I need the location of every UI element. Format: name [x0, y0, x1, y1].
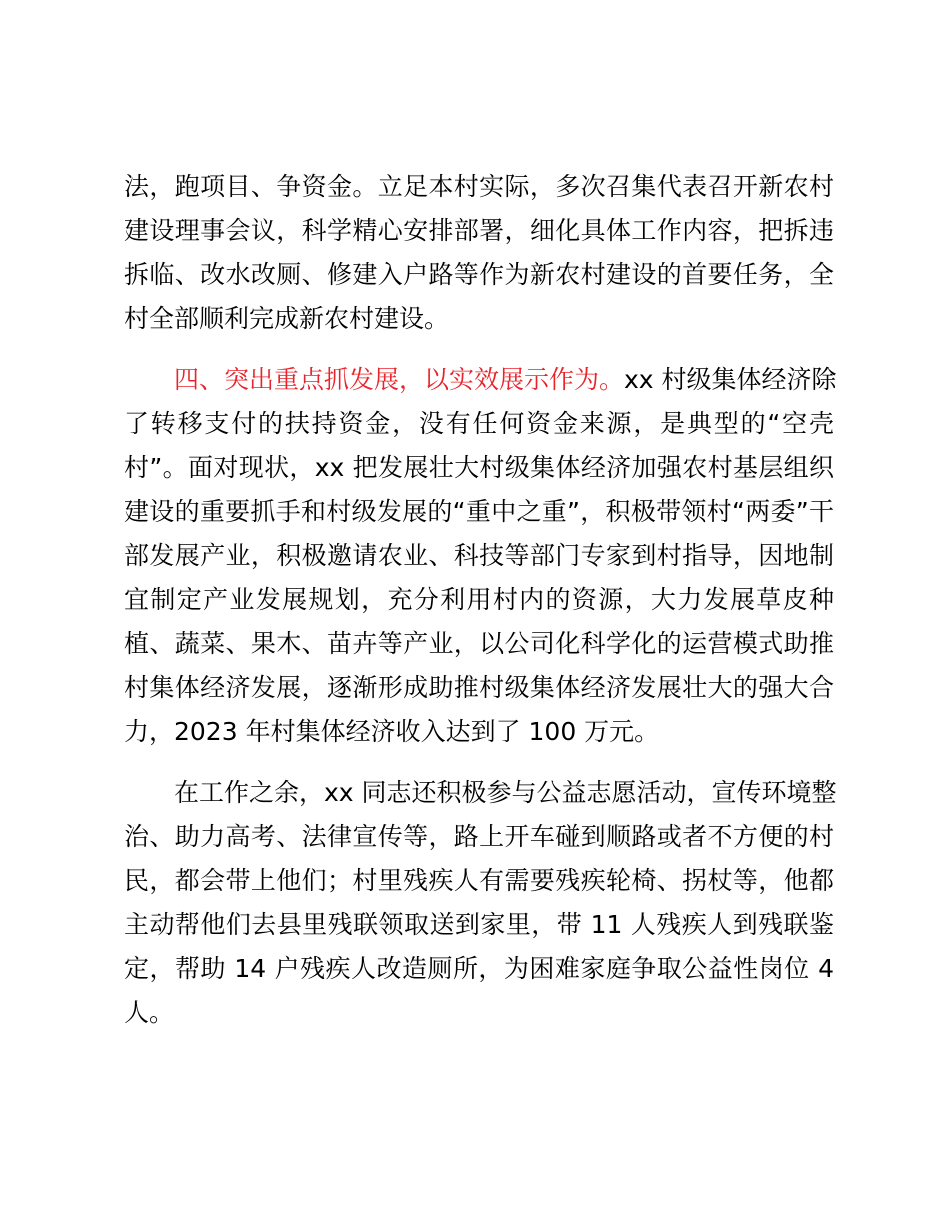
- text-line: 拆临、改水改厕、修建入户路等作为新农村建设的首要任务，全: [124, 260, 834, 289]
- text-line: 建设理事会议，科学精心安排部署，细化具体工作内容，把拆违: [124, 216, 834, 245]
- text-line: 村”。面对现状，xx 把发展壮大村级集体经济加强农村基层组织: [124, 453, 834, 482]
- paragraph-2-first-line: [174, 358, 837, 402]
- heading-line-rest: xx 村级集体经济除: [624, 365, 837, 394]
- text-line: 主动帮他们去县里残联领取送到家里，带 11 人残疾人到残联鉴: [124, 910, 834, 939]
- text-line: 村集体经济发展，逐渐形成助推村级集体经济发展壮大的强大合: [124, 673, 834, 702]
- text-line: 法，跑项目、争资金。立足本村实际，多次召集代表召开新农村: [124, 172, 834, 201]
- text-line: 宜制定产业发展规划，充分利用村内的资源，大力发展草皮种: [124, 585, 834, 614]
- text-line: 治、助力高考、法律宣传等，路上开车碰到顺路或者不方便的村: [124, 822, 834, 851]
- text-line: 部发展产业，积极邀请农业、科技等部门专家到村指导，因地制: [124, 541, 834, 570]
- text-line: 力，2023 年村集体经济收入达到了 100 万元。: [124, 717, 660, 746]
- text-line: 人。: [124, 998, 175, 1027]
- text-line: 村全部顺利完成新农村建设。: [124, 304, 450, 333]
- text-line: 定，帮助 14 户残疾人改造厕所，为困难家庭争取公益性岗位 4: [124, 954, 834, 983]
- section-heading: 四、突出重点抓发展，以实效展示作为。: [174, 365, 625, 394]
- text-line: 在工作之余，xx 同志还积极参与公益志愿活动，宣传环境整: [174, 778, 837, 807]
- text-line: 建设的重要抓手和村级发展的“重中之重”，积极带领村“两委”干: [124, 497, 834, 526]
- text-line: 植、蔬菜、果木、苗卉等产业，以公司化科学化的运营模式助推: [124, 629, 834, 658]
- text-line: 民，都会带上他们；村里残疾人有需要残疾轮椅、拐杖等，他都: [124, 866, 834, 895]
- text-line: 了转移支付的扶持资金，没有任何资金来源，是典型的“空壳: [124, 409, 834, 438]
